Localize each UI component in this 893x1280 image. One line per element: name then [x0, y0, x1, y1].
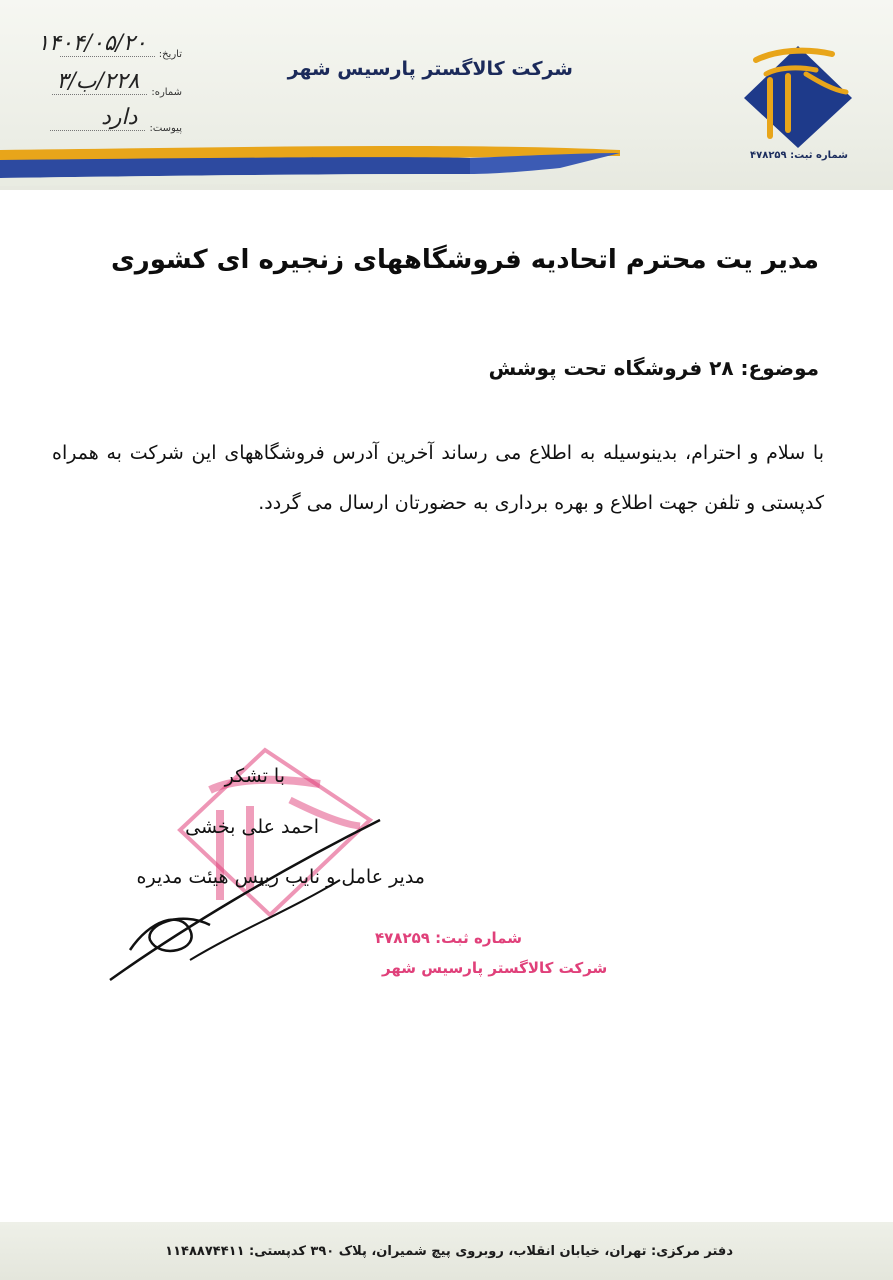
attachment-label: پیوست:	[149, 123, 182, 134]
letterhead	[0, 0, 893, 190]
registration-number: شماره ثبت: ۴۷۸۲۵۹	[750, 150, 848, 161]
signer-title: مدیر عامل و نایب رییس هیئت مدیره	[136, 866, 425, 888]
stamp-company-name: شرکت کالاگستر پارسیس شهر	[382, 959, 608, 977]
meta-number-row	[52, 69, 182, 98]
letter-body: با سلام و احترام، بدینوسیله به اطلاع می رساند آخرین آدرس فروشگاههای این شرکت به همراه کدپستی و تلفن جهت اطلاع و بهره برداری به حضورتان ارسال می گردد.	[52, 442, 824, 514]
parsis-diamond-logo-icon	[736, 40, 860, 150]
number-label: شماره:	[151, 87, 182, 98]
attachment-value: دارد	[101, 105, 138, 130]
subject-line: موضوع: ۲۸ فروشگاه تحت پوشش	[488, 356, 819, 380]
stamp-registration: شماره ثبت: ۴۷۸۲۵۹	[375, 929, 522, 947]
recipient-line: مدیر یت محترم اتحادیه فروشگاههای زنجیره ای کشوری	[110, 245, 819, 275]
date-value: ۱۴۰۴/۰۵/۲۰	[37, 31, 147, 56]
date-label: تاریخ:	[158, 49, 182, 60]
number-value: ۲۲۸/ب/۳	[56, 69, 140, 94]
meta-date-row	[37, 31, 182, 60]
closing-line: با تشکر	[224, 765, 285, 787]
handwritten-signature-icon	[90, 810, 390, 990]
company-name: شرکت کالاگستر پارسیس شهر	[287, 58, 573, 80]
signer-name: احمد علی بخشی	[185, 816, 319, 838]
meta-attachment-row	[50, 105, 182, 134]
letter-meta	[0, 31, 200, 146]
footer-address: دفتر مرکزی: تهران، خیابان انقلاب، روبروی پیچ شمیران، پلاک ۳۹۰ کدپستی: ۱۱۴۸۸۷۴۴۱۱	[165, 1244, 733, 1259]
